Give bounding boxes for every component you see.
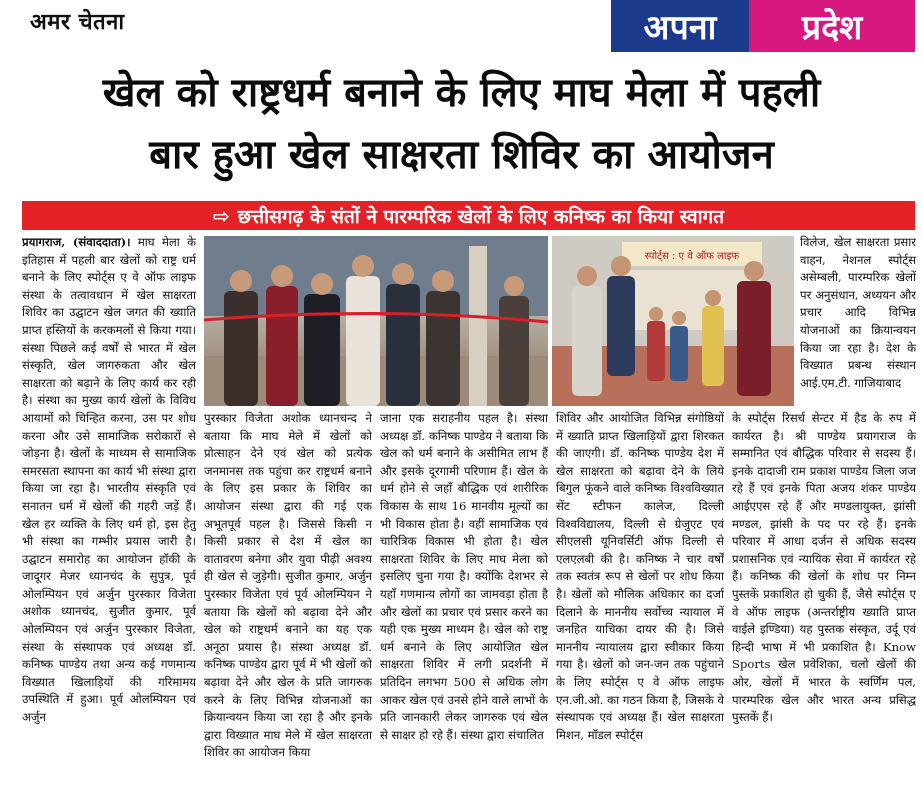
section-tag-part1: अपना xyxy=(611,0,749,52)
article-column-1 xyxy=(22,234,196,790)
subheadline-banner xyxy=(22,201,915,230)
section-tag-part2: प्रदेश xyxy=(749,0,915,52)
newspaper-name: अमर चेतना xyxy=(30,10,125,35)
exhibition-banner-text: स्पोर्ट्स : ए वे ऑफ लाइफ xyxy=(644,251,740,262)
dateline: प्रयागराज, (संवाददाता)। xyxy=(22,235,131,249)
article-column-2: पुरस्कार विजेता अशोक ध्यानचन्द ने बताया कि माघ मेले में खेलों को प्रोत्साहन देने एवं खेल को प्रत्येक जनमानस तक पहुंचा कर राष्ट्रधर्म बनाने के लिए इस प्रकार के शिविर का आयोजन संस्था द्वारा की गई एक अभूतपूर्व पहल है। जिससे किसी न किसी प्रकार से देश में खेल का वातावरण बनेगा और युवा पीढ़ी अवश्य ही खेल से जुड़ेगी। सुजीत कुमार, अर्जुन पुरस्कार विजेता एवं पूर्व ओलम्पियन ने बताया कि खेलों को बढ़ावा देने और खेल को राष्ट्रधर्म बनाने का यह एक अनूठा प्रयास है। संस्था अध्यक्ष डॉ. कनिष्क पाण्डेय द्वारा पूर्व में भी खेलों को बढ़ावा देने और खेल के प्रति जागरुक करने के लिए विभिन्न योजनाओं का क्रियान्वयन किया जा रहा है और इनके द्वारा विख्यात माघ मेले में खेल साक्षरता शिविर का आयोजन किया xyxy=(204,411,372,760)
headline xyxy=(14,62,909,186)
event-photo-ribbon-cutting xyxy=(204,236,548,406)
article-column-3: जाना एक सराहनीय पहल है। संस्था अध्यक्ष डॉ. कनिष्क पाण्डेय ने बताया कि खेल को धर्म बनाने के असीमित लाभ हैं और इसके दूरगामी परिणाम हैं। खेल के धर्म होने से जहाँ बौद्धिक एवं शारीरिक विकास के साथ 16 मानवीय मूल्यों का भी विकास होता है। वहीं सामाजिक एवं चारित्रिक विकास भी होता है। खेल साक्षरता शिविर के लिए माघ मेला को इसलिए चुना गया है। क्योंकि देशभर से यहाँ गणमान्य लोगों का जामवड़ा होता है और खेलों का प्रचार एवं प्रसार करने का यही एक मुख्य माध्यम है। खेल को राष्ट्र धर्म बनाने के लिए आयोजित खेल साक्षरता शिविर में लगी प्रदर्शनी में प्रतिदिन लगभग 500 से अधिक लोग आकर खेल एवं उनसे होने वाले लाभों के प्रति जानकारी लेकर जागरुक एवं खेल से साक्षर हो रहे हैं। संस्था द्वारा संचालित xyxy=(380,411,548,742)
event-photo-exhibition xyxy=(552,236,794,406)
article-column-5-top: विलेज, खेल साक्षरता प्रसार वाहन, नेशनल स्पोर्ट्स असेम्बली, पारम्परिक खेलों पर अनुसंधान, अध्ययन और प्रचार आदि विभिन्न योजनाओं का क्रियान्वयन किया जा रहा है। देश के विख्यात प्रबन्ध संस्थान आई.एम.टी. गाजियाबाद xyxy=(800,235,916,390)
headline-line1: खेल को राष्ट्रधर्म बनाने के लिए माघ मेला में पहली xyxy=(102,70,821,116)
article-text-col1: माघ मेला के इतिहास में पहली बार खेलों को राष्ट्र धर्म बनाने के लिए स्पोर्ट्स ए वे ऑफ लाइफ संस्था के तत्वावधान में खेल साक्षरता शिविर का उद्घाटन खेल जगत की ख्याति प्राप्त हस्तियों के करकमलों से किया गया। संस्था पिछले कई वर्षों से भारत में खेल संस्कृति, खेल जागरुकता और खेल साक्षरता को बढ़ाने के लिए कार्य कर रही है। संस्था का मुख्य कार्य खेलों के विविध आयामों को चिन्हित करना, उस पर शोध करना और उसे सामाजिक सरोकारों से जोड़ना है। खेलों के माध्यम से सामाजिक समरसता स्थापना का कार्य भी संस्था द्वारा किया जा रहा है। भारतीय संस्कृति एवं सनातन धर्म में खेलों की गहरी जड़ें हैं। खेल हर व्यक्ति के लिए धर्म हो, इस हेतु भी संस्था का गम्भीर प्रयास जारी है। उद्घाटन समारोह का आयोजन हॉकी के जादूगर मेजर ध्यानचंद के सुपुत्र, पूर्व ओलम्पियन एवं अर्जुन पुरस्कार विजेता अशोक ध्यानचंद, सुजीत कुमार, पूर्व ओलम्पियन एवं अर्जुन पुरस्कार विजेता, संस्था के संस्थापक एवं अध्यक्ष डॉ. कनिष्क पाण्डेय तथा अन्य कई गणमान्य विख्यात खिलाड़ियों की गरिमामय उपस्थिति में हुआ। पूर्व ओलम्पियन एवं अर्जुन xyxy=(22,235,196,725)
section-tag xyxy=(611,0,915,52)
subheadline-text: छत्तीसगढ़ के संतों ने पारम्परिक खेलों के लिए कनिष्क का किया स्वागत xyxy=(237,205,725,228)
arrow-right-icon: ⇨ xyxy=(212,203,230,228)
masthead xyxy=(0,0,923,54)
photo-illustration-2 xyxy=(552,236,794,406)
headline-line2: बार हुआ खेल साक्षरता शिविर का आयोजन xyxy=(149,132,774,178)
article-column-5: के स्पोर्ट्स रिसर्च सेन्टर में हैड के रुप में कार्यरत है। श्री पाण्डेय प्रयागराज के सम्मानित एवं बौद्धिक परिवार से सदस्य हैं। इनके दादाजी राम प्रकाश पाण्डेय जिला जज रहे हैं एवं इनके पिता अजय शंकर पाण्डेय आईएएस रहे हैं और मण्डलायुक्त, झांसी मण्डल, झांसी के पद पर रहे हैं। इनके परिवार में आधा दर्जन से अधिक सदस्य प्रशासनिक एवं न्यायिक सेवा में कार्यरत रहे हैं। कनिष्क की खेलों के शोध पर निम्न पुस्तकें प्रकाशित हो चुकी हैं, जैसे स्पोर्ट्स ए वे ऑफ लाइफ (अन्तर्राष्ट्रीय ख्याति प्राप्त वाईले इण्डिया) यह पुस्तक संस्कृत, उर्दू एवं हिन्दी भाषा में भी प्रकाशित है। Know Sports खेल प्रवेशिका, चलो खेलों की ओर, खेलों में भारत के स्वर्णिम पल, पारम्परिक खेल और भारत अन्य प्रसिद्ध पुस्तकें हैं। xyxy=(732,411,916,725)
photo-illustration xyxy=(204,236,548,406)
article-column-4: शिविर और आयोजित विभिन्न संगोष्ठियों में ख्याति प्राप्त खिलाड़ियों द्वारा शिरकत की जाएगी। डॉ. कनिष्क पाण्डेय देश में खेल साक्षरता को बढ़ावा देने के लिये बिगुल फूंकने वाले कनिष्क विश्वविख्यात सेंट स्टीफन कालेज, दिल्ली विश्वविद्यालय, दिल्ली से ग्रेजुएट एवं सीएलसी यूनिवर्सिटी ऑफ दिल्ली से एलएलबी की है। कनिष्क ने चार वर्षों तक स्वतंत्र रूप से खेलों पर शोध किया है। खेलों को मौलिक अधिकार का दर्जा दिलाने के माननीय सर्वोच्च न्यायाल में जनहित याचिका दायर की है। जिसे माननीय न्यायालय द्वारा स्वीकार किया गया है। खेलों को जन-जन तक पहुंचाने के लिए स्पोर्ट्स ए वे ऑफ लाइफ एन.जी.ओ. का गठन किया है, जिसके वे संस्थापक एवं अध्यक्ष हैं। खेल साक्षरता मिशन, मॉडल स्पोर्ट्स xyxy=(556,411,724,742)
